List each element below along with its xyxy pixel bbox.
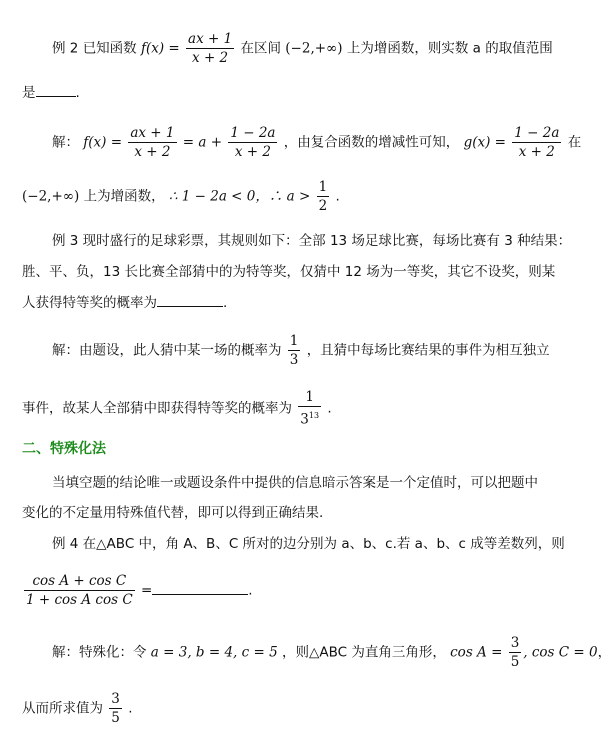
ex2-sol-g: g(x) = [463, 134, 506, 151]
ex3-solution-line2 [22, 388, 332, 429]
ex3-sol2-fraction [298, 388, 321, 429]
ex2-var: a [472, 40, 481, 57]
ex4-sol1-pre: 解：特殊化：令 [52, 644, 147, 661]
ex4-sol1-end: ， [597, 644, 611, 661]
ex2-sol-fraction3 [512, 124, 561, 161]
section-para-line1: 当填空题的结论唯一或题设条件中提供的信息暗示答案是一个定值时，可以把题中 [52, 475, 538, 491]
ex2-sol-eq: = a + [182, 134, 223, 151]
ex4-line1: 例 4 在△ABC 中，角 A、B、C 所对的边分别为 a、b、c.若 a、b、c 成等差数列，则 [52, 536, 565, 552]
ex2-sol-den2: x + 2 [234, 144, 271, 160]
ex3-sol1-fraction [288, 332, 301, 369]
ex4-sol2-pre: 从而所求值为 [22, 700, 103, 717]
ex2-sol-fraction1 [128, 124, 176, 161]
ex2-sol-num1: ax + 1 [130, 125, 175, 141]
ex4-sol1-fraction [509, 634, 522, 671]
ex2-solution-line2 [22, 178, 340, 215]
ex3-sol1-pre: 解：由题设，此人猜中某一场的概率为 [52, 342, 282, 359]
ex4-answer-blank [152, 582, 248, 595]
ex3-sol2-num: 1 [298, 388, 321, 407]
ex2-sol-den1: x + 2 [134, 144, 171, 160]
ex2-answer-blank [36, 84, 76, 97]
ex2-sol-at: 在 [567, 134, 582, 151]
ex2-sol-mid: ，由复合函数的增减性可知， [283, 134, 460, 151]
ex3-sol1-den: 3 [289, 352, 299, 368]
ex4-line2 [22, 572, 253, 609]
ex2-func-lhs: f(x) = [140, 40, 180, 57]
ex4-sol1-mid: ，则△ABC 为直角三角形， [281, 644, 446, 661]
ex2-sol-fraction2 [228, 124, 277, 161]
ex2-line2-post: . [75, 85, 80, 101]
ex3-answer-blank [157, 294, 223, 307]
ex3-sol1-post: ，且猜中每场比赛结果的事件为相互独立 [306, 342, 550, 359]
ex2-interval-pre: 在区间 [240, 40, 281, 57]
ex2-sol2-den: 2 [318, 198, 328, 214]
ex2-sol-num3: 1 − 2a [514, 125, 560, 141]
ex3-line3 [22, 294, 227, 312]
ex4-sol1-den: 5 [510, 654, 520, 670]
ex4-sol2-post: . [128, 700, 133, 717]
ex4-solution-line2 [22, 690, 132, 727]
ex2-sol2-cond: ∴ 1 − 2a < 0，∴ a > [168, 188, 311, 205]
ex2-interval: (−2,+∞) [285, 40, 343, 57]
ex3-sol2-den [298, 407, 321, 429]
ex4-sol1-num: 3 [510, 635, 520, 651]
ex2-func-numerator: ax + 1 [188, 31, 233, 47]
ex4-sol1-vals: a = 3, b = 4, c = 5 [150, 644, 278, 661]
ex3-line2: 胜、平、负，13 长比赛全部猜中的为特等奖，仅猜中 12 场为一等奖，其它不设奖，则某 [22, 264, 556, 280]
ex2-sol2-end: . [335, 188, 340, 205]
ex4-expression-fraction [24, 572, 135, 609]
ex3-line3-post: . [223, 295, 228, 311]
ex2-func-denominator: x + 2 [192, 50, 229, 66]
ex2-sol-den3: x + 2 [518, 144, 555, 160]
ex2-sol2-interval: (−2,+∞) [22, 188, 80, 205]
ex4-sol2-den: 5 [111, 710, 120, 726]
ex2-sol2-text: 上为增函数， [83, 188, 165, 205]
section-heading: 二、特殊化法 [22, 441, 106, 457]
ex2-question-line2 [22, 84, 80, 102]
ex2-interval-post: 上为增函数，则实数 [346, 40, 469, 57]
ex2-ask: 的取值范围 [485, 40, 553, 57]
ex3-sol2-post: . [327, 400, 332, 417]
ex3-line3-pre: 人获得特等奖的概率为 [22, 295, 157, 311]
ex2-func-fraction [186, 30, 234, 67]
ex2-sol-f: f(x) = [83, 134, 123, 151]
ex2-sol-label: 解： [52, 134, 79, 151]
ex2-sol-num2: 1 − 2a [230, 125, 276, 141]
ex2-solution-line1 [52, 124, 581, 161]
ex4-line2-post: . [248, 582, 253, 599]
ex2-sol2-num: 1 [318, 179, 328, 195]
ex4-sol1-cosA: cos A = [450, 644, 503, 661]
ex4-frac-num: cos A + cos C [24, 572, 135, 591]
ex2-sol2-fraction [317, 178, 330, 215]
ex3-solution-line1 [52, 332, 550, 369]
section-para-line2: 变化的不定量用特殊值代替，即可以得到正确结果. [22, 505, 324, 521]
ex2-question-line1 [52, 30, 553, 67]
ex3-sol2-den-exp: 13 [308, 411, 320, 420]
ex4-solution-line1 [52, 634, 611, 671]
ex4-frac-eq: = [140, 582, 153, 599]
ex3-line1: 例 3 现时盛行的足球彩票，其规则如下：全部 13 场足球比赛，每场比赛有 3 种结果： [52, 233, 572, 249]
ex4-frac-den: 1 + cos A cos C [26, 592, 133, 608]
ex4-sol2-fraction [109, 690, 122, 727]
ex4-sol2-num: 3 [111, 691, 120, 707]
ex3-sol2-pre: 事件，故某人全部猜中即获得特等奖的概率为 [22, 400, 292, 417]
ex2-line2-pre: 是 [22, 85, 36, 101]
ex3-sol2-den-base: 3 [300, 411, 309, 428]
ex3-sol1-num: 1 [289, 333, 299, 349]
ex4-sol1-cosC: , cos C = 0 [523, 644, 598, 661]
ex2-known: 已知函数 [82, 40, 137, 57]
ex2-label: 例 2 [52, 40, 79, 57]
